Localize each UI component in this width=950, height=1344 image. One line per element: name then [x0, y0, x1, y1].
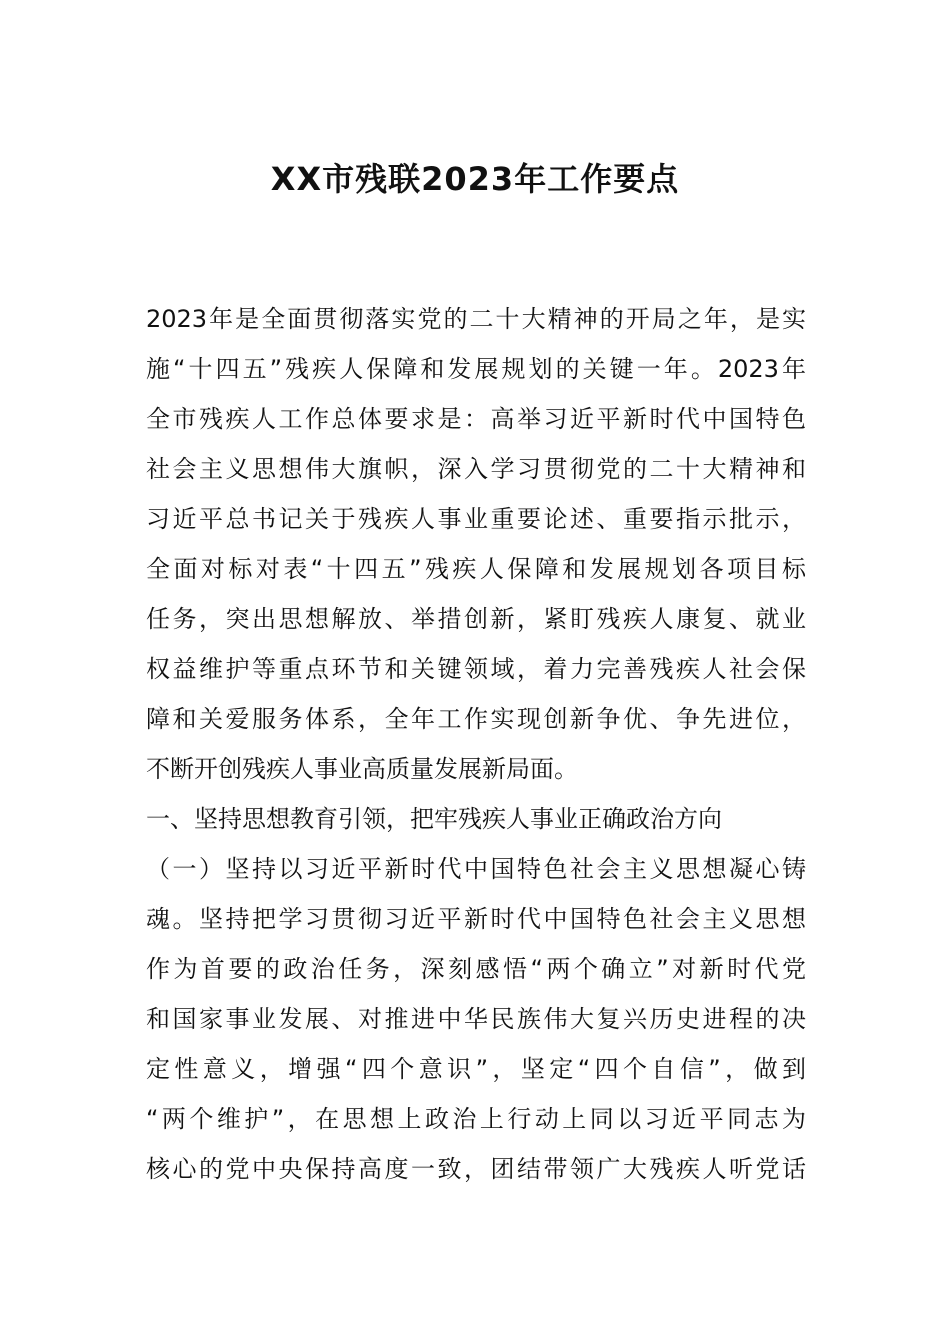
body-line: 障和关爱服务体系，全年工作实现创新争优、争先进位， [146, 705, 806, 733]
body-line: 定性意义，增强“四个意识”，坚定“四个自信”，做到 [146, 1055, 806, 1083]
body-line: （一）坚持以习近平新时代中国特色社会主义思想凝心铸 [146, 855, 806, 883]
body-line: 权益维护等重点环节和关键领域，着力完善残疾人社会保 [146, 655, 806, 683]
body-line: 作为首要的政治任务，深刻感悟“两个确立”对新时代党 [146, 955, 806, 983]
body-line: 社会主义思想伟大旗帜，深入学习贯彻党的二十大精神和 [146, 455, 806, 483]
body-line: 和国家事业发展、对推进中华民族伟大复兴历史进程的决 [146, 1005, 806, 1033]
body-line: 任务，突出思想解放、举措创新，紧盯残疾人康复、就业 [146, 605, 806, 633]
paragraph-end-line: 不断开创残疾人事业高质量发展新局面。 [146, 755, 578, 783]
body-line: “两个维护”，在思想上政治上行动上同以习近平同志为 [146, 1105, 806, 1133]
body-line: 2023年是全面贯彻落实党的二十大精神的开局之年，是实 [146, 305, 806, 333]
document-body [146, 294, 806, 1194]
document-title: XX市残联2023年工作要点 [270, 160, 680, 198]
body-line: 全面对标对表“十四五”残疾人保障和发展规划各项目标 [146, 555, 806, 583]
body-line: 核心的党中央保持高度一致，团结带领广大残疾人听党话 [146, 1155, 806, 1183]
section-heading: 一、坚持思想教育引领，把牢残疾人事业正确政治方向 [146, 805, 722, 833]
body-line: 魂。坚持把学习贯彻习近平新时代中国特色社会主义思想 [146, 905, 806, 933]
body-line: 全市残疾人工作总体要求是：高举习近平新时代中国特色 [146, 405, 806, 433]
body-line: 习近平总书记关于残疾人事业重要论述、重要指示批示， [146, 505, 806, 533]
body-line: 施“十四五”残疾人保障和发展规划的关键一年。2023年 [146, 355, 806, 383]
